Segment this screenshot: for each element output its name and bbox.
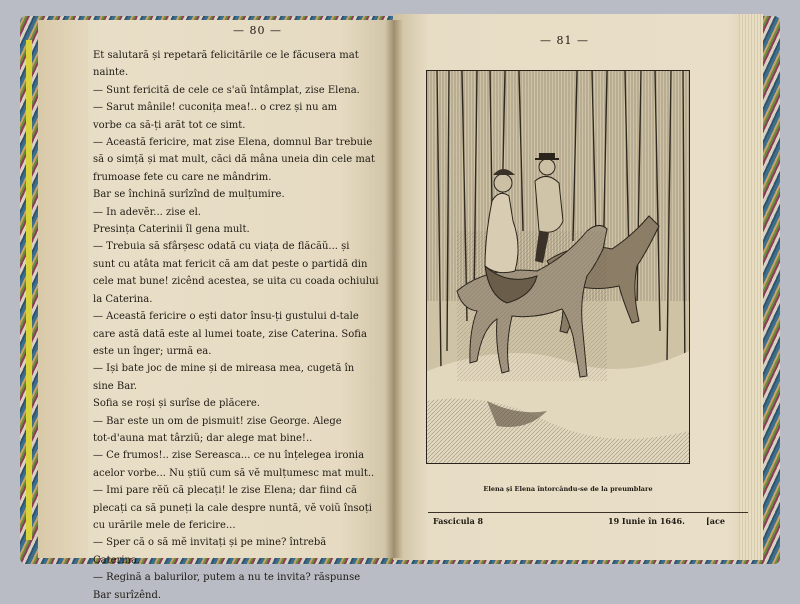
left-page-text xyxy=(93,47,386,604)
book-spine-edge xyxy=(26,40,32,540)
text-line: — Sunt fericită de cele ce s'aŭ întâmplat, zise Elena. xyxy=(93,84,360,96)
text-line: — Imi pare rĕŭ că plecați! le zise Elena; dar fiind că xyxy=(93,485,357,497)
text-line: — Sarut mânile! cuconița mea!.. o crez și nu am xyxy=(93,102,338,114)
illustration xyxy=(426,70,690,464)
text-line: plecați ca să puneți la cale despre nuntă, vĕ voiŭ însoți xyxy=(93,502,372,514)
text-line: Caterina. xyxy=(93,554,141,566)
text-line: Bar se închină surîzînd de mulțumire. xyxy=(93,189,285,201)
text-line: care astă dată este al lumei toate, zise Caterina. Sofia xyxy=(93,328,367,340)
footer-date: 19 Iunie în 1646. xyxy=(608,516,685,526)
text-line: Et salutară și repetară felicitările ce le făcusera mat xyxy=(93,50,359,61)
text-line: cele mat bune! zicênd acestea, se uita cu coada ochiului xyxy=(93,276,379,288)
text-line: nainte. xyxy=(93,67,129,79)
book-gutter xyxy=(385,20,403,558)
right-page xyxy=(393,14,763,560)
engraving-horse-riders-icon xyxy=(427,71,689,463)
text-line: cu urările mele de fericire... xyxy=(93,519,236,531)
right-page-number: — 81 — xyxy=(540,34,589,47)
text-line: tot-d'auna mat târziŭ; dar alege mat bine!.. xyxy=(93,432,313,444)
right-page-edge xyxy=(739,14,763,560)
text-line: — Iși bate joc de mine și de mireasa mea, cugetă în xyxy=(93,363,355,375)
left-page-number: — 80 — xyxy=(233,24,282,37)
text-line: — Ce frumos!.. zise Sereasca... ce nu înțelegea ironia xyxy=(93,450,365,462)
left-page xyxy=(38,20,393,601)
text-line: — Această fericire, mat zise Elena, domnul Bar trebuie xyxy=(93,137,373,149)
text-line: Presința Caterinii îl gena mult. xyxy=(93,224,250,236)
text-line: acelor vorbe... Nu știŭ cum să vĕ mulțumesc mat mult.. xyxy=(93,467,375,479)
text-line: — Sper că o să mĕ invitați și pe mine? întrebă xyxy=(93,537,327,549)
text-line: — Regină a balurilor, putem a nu te invita? răspunse xyxy=(93,572,361,584)
text-line: Sofia se roși și surîse de plăcere. xyxy=(93,398,260,410)
text-line: — In adevĕr... zise el. xyxy=(93,206,201,218)
text-line: sunt cu atâta mat fericit că am dat peste o partidă din xyxy=(93,258,368,270)
text-line: — Bar este un om de pismuit! zise George. Alege xyxy=(93,415,342,427)
text-line: vorbe ca să-ți arăt tot ce simt. xyxy=(93,119,246,131)
illustration-caption: Elena și Elena întorcându-se de la preumblare xyxy=(483,485,653,493)
footer-extra: [ace xyxy=(706,516,725,526)
text-line: la Caterina. xyxy=(93,293,153,305)
text-line: — Trebuia să sfârșesc odată cu viața de flăcăŭ... și xyxy=(93,241,350,253)
left-page-edge xyxy=(38,20,88,558)
footer-fascicle: Fascicula 8 xyxy=(433,516,484,526)
text-line: Bar surîzênd. xyxy=(93,589,162,601)
text-line: să o simță și mat mult, căci dă mâna uneia din cele mat xyxy=(93,154,375,166)
text-line: este un înger; urmă ea. xyxy=(93,345,212,357)
footer-rule xyxy=(428,512,748,513)
text-line: frumoase fete cu care ne mândrim. xyxy=(93,171,272,183)
text-line: sine Bar. xyxy=(93,380,138,392)
text-line: — Această fericire o ești dator însu-ți gustului d-tale xyxy=(93,311,359,323)
